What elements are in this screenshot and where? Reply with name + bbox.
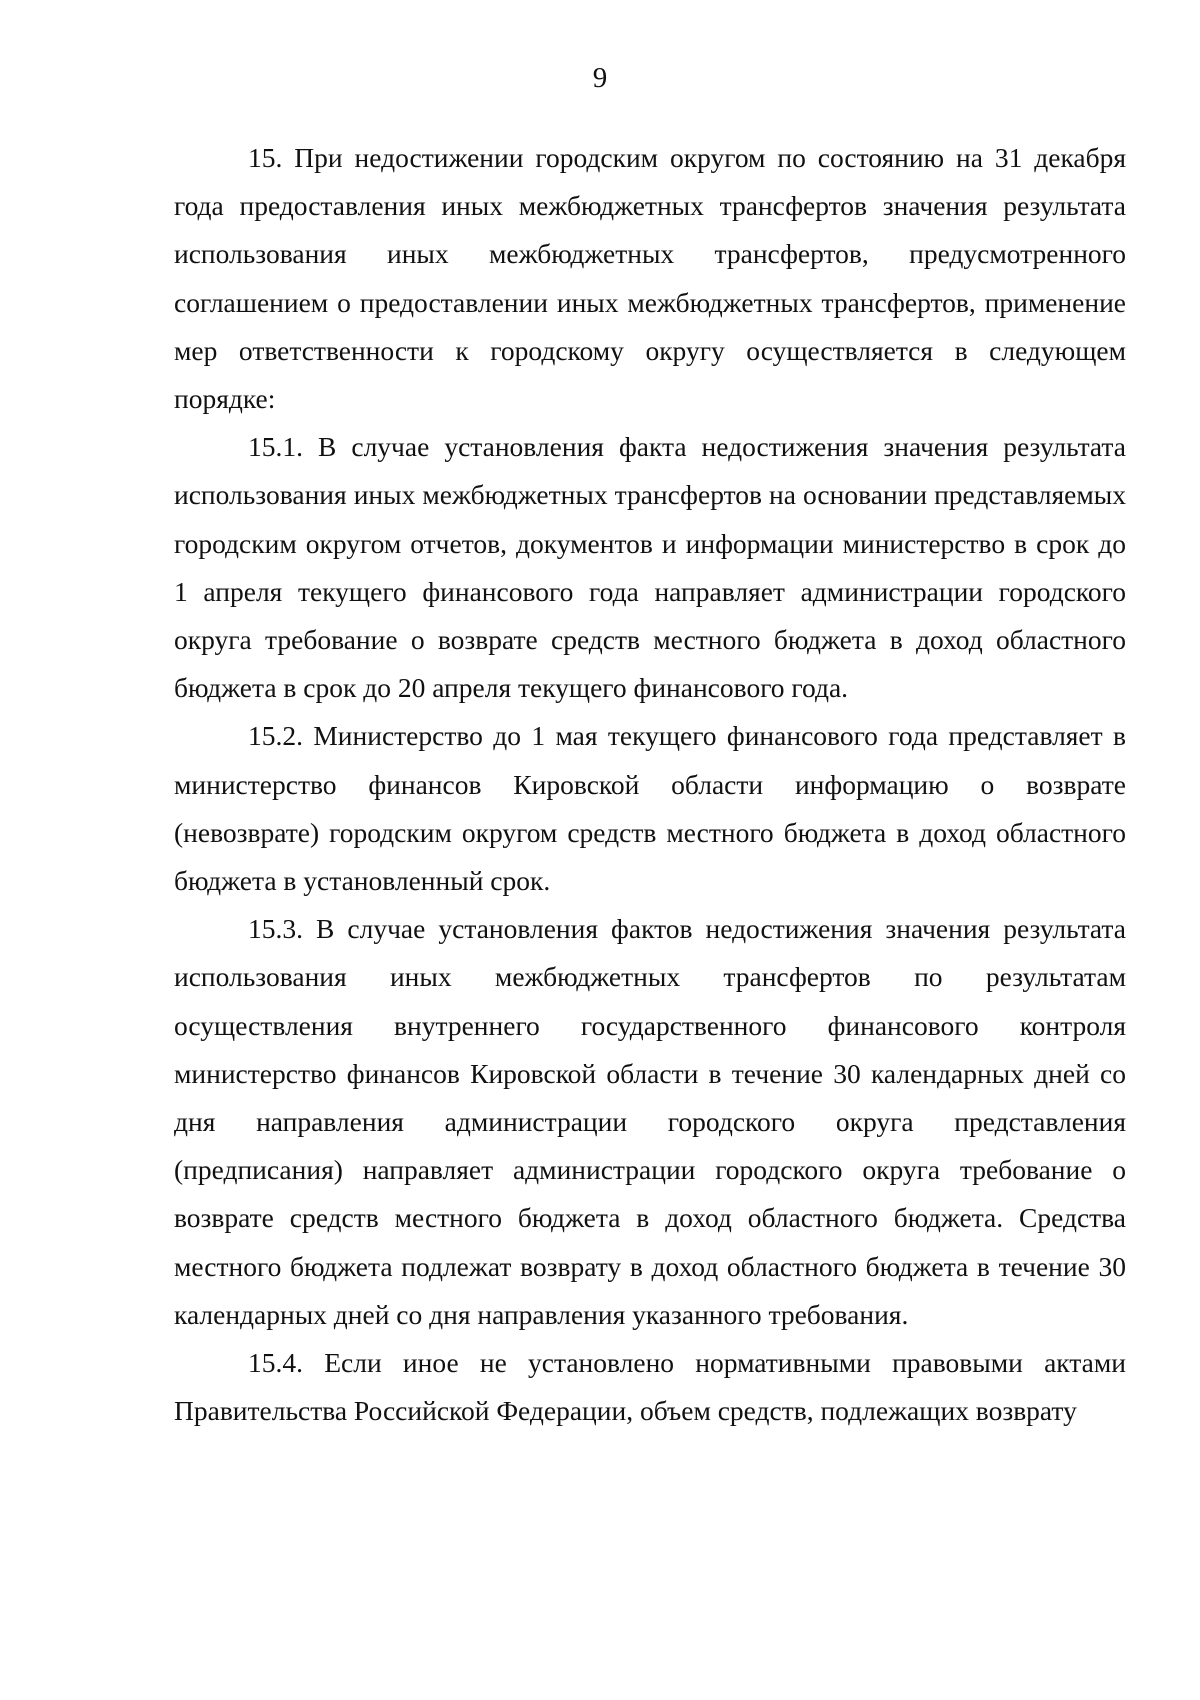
paragraph-15-3: 15.3. В случае установления фактов недостижения значения результата использования иных межбюджетных трансфертов по результатам осуществления внутреннего государственного финансового контроля министерство финансов Кировской области в течение 30 календарных дней со дня направления администрации городского округа представления (предписания) направляет администрации городского округа требование о возврате средств местного бюджета в доход областного бюджета. Средства местного бюджета подлежат возврату в доход областного бюджета в течение 30 календарных дней со дня направления указанного требования. [174,913,1126,1330]
page-number: 9 [592,62,608,94]
document-body [174,134,1126,1435]
paragraph-15-1: 15.1. В случае установления факта недостижения значения результата использования иных межбюджетных трансфертов на основании представляемых городским округом отчетов, документов и информации министерство в срок до 1 апреля текущего финансового года направляет администрации городского округа требование о возврате средств местного бюджета в доход областного бюджета в срок до 20 апреля текущего финансового года. [174,431,1126,704]
paragraph-15: 15. При недостижении городским округом по состоянию на 31 декабря года предоставления иных межбюджетных трансфертов значения результата использования иных межбюджетных трансфертов, предусмотренного соглашением о предоставлении иных межбюджетных трансфертов, применение мер ответственности к городскому округу осуществляется в следующем порядке: [174,142,1126,415]
paragraph-15-2: 15.2. Министерство до 1 мая текущего финансового года представляет в министерство финансов Кировской области информацию о возврате (невозврате) городским округом средств местного бюджета в доход областного бюджета в установленный срок. [174,720,1126,897]
paragraph-15-4: 15.4. Если иное не установлено нормативными правовыми актами Правительства Российской Федерации, объем средств, подлежащих возврату [174,1347,1126,1427]
